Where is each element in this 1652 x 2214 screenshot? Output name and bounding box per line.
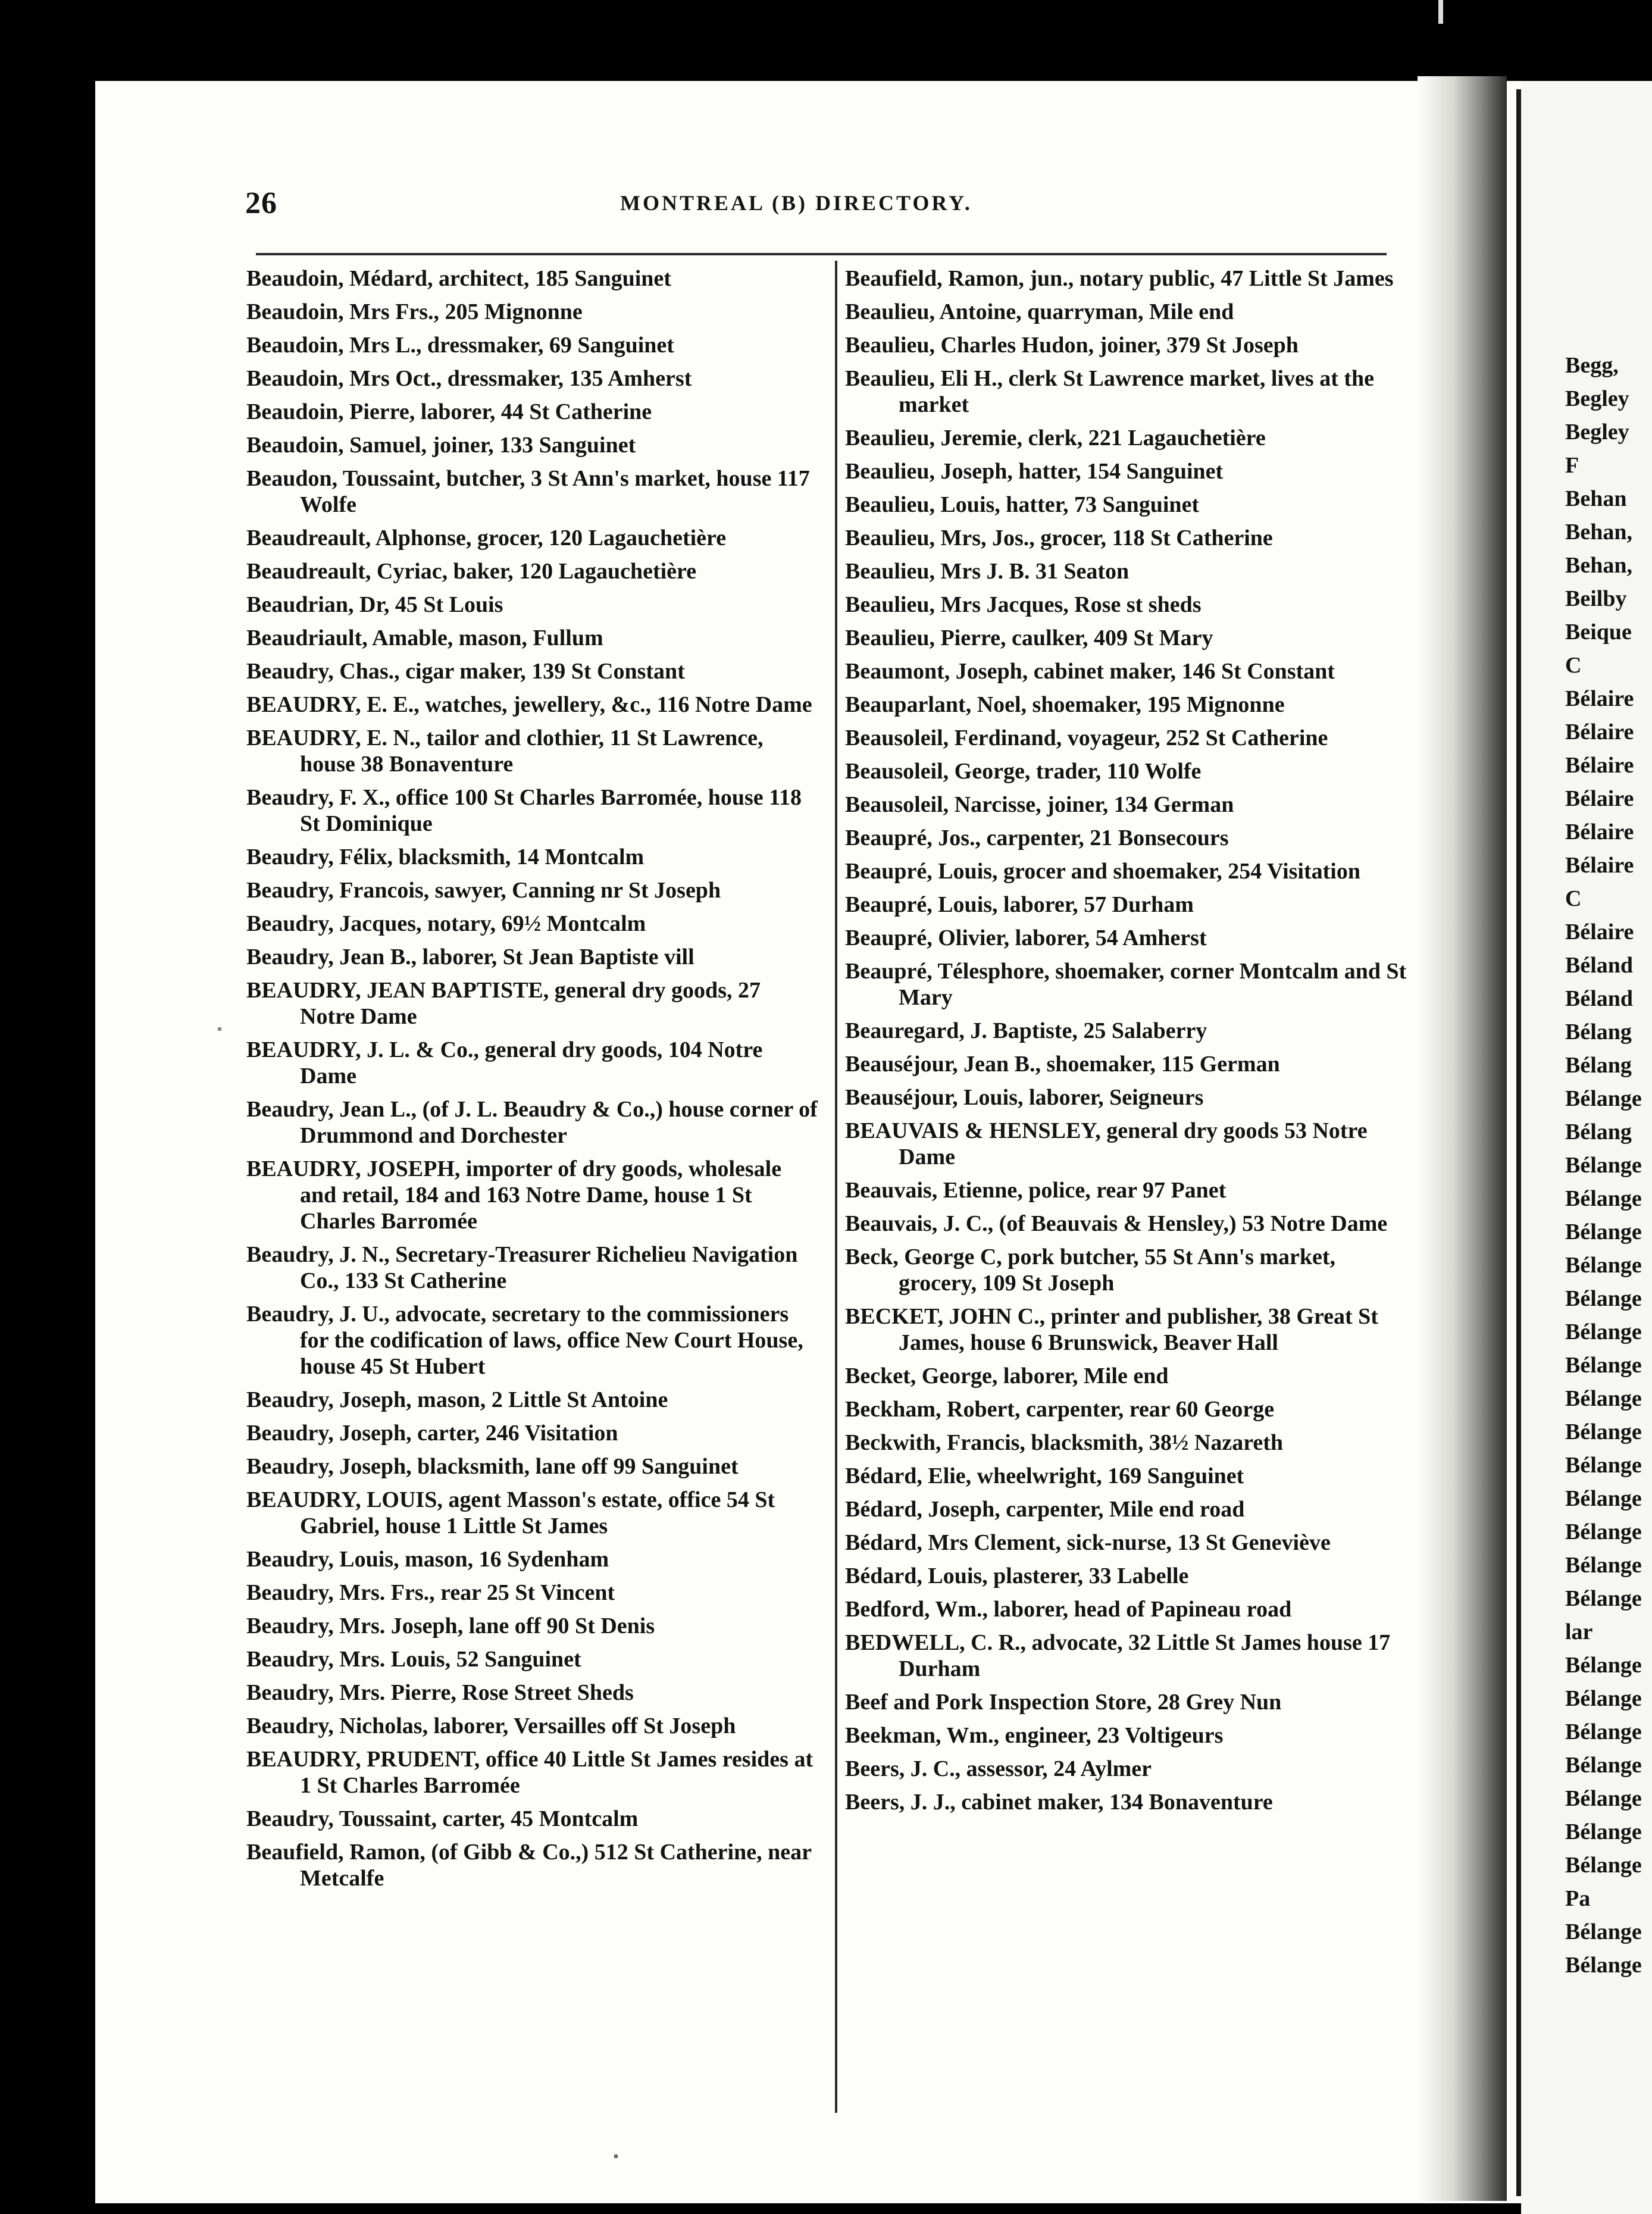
- directory-entry: BEAUDRY, E. N., tailor and clothier, 11 St Lawrence, house 38 Bonaventure: [246, 726, 764, 777]
- adjacent-entry-fragment: Bélange: [1565, 1253, 1642, 1278]
- directory-entry: Beaudry, J. N., Secretary-Treasurer Richelieu Navigation Co., 133 St Catherine: [246, 1242, 798, 1293]
- directory-entry: Beaudry, Mrs. Louis, 52 Sanguinet: [246, 1647, 581, 1672]
- adjacent-entry-fragment: Bélaire: [1565, 686, 1634, 711]
- adjacent-entry-fragment: Pa: [1565, 1886, 1591, 1911]
- adjacent-entry-fragment: Bélange: [1565, 1186, 1642, 1211]
- adjacent-entry-fragment: C: [1565, 653, 1582, 678]
- adjacent-entry-fragment: Bélange: [1565, 1819, 1642, 1844]
- directory-entry: BEAUDRY, JEAN BAPTISTE, general dry goods, 27 Notre Dame: [246, 978, 761, 1029]
- directory-entry: Beauparlant, Noel, shoemaker, 195 Mignonne: [845, 692, 1285, 717]
- adjacent-entry-fragment: Bélang: [1565, 1053, 1632, 1078]
- adjacent-entry-fragment: Bélange: [1565, 1753, 1642, 1778]
- directory-entry: Bédard, Louis, plasterer, 33 Labelle: [845, 1563, 1189, 1588]
- directory-entry: Beaudoin, Mrs Oct., dressmaker, 135 Amherst: [246, 366, 692, 391]
- directory-entry: BEAUDRY, PRUDENT, office 40 Little St James resides at 1 St Charles Barromée: [246, 1747, 814, 1798]
- directory-entry: Beaudry, Joseph, carter, 246 Visitation: [246, 1421, 618, 1446]
- directory-entry: Beaupré, Télesphore, shoemaker, corner Montcalm and St Mary: [845, 959, 1407, 1010]
- directory-entry: Beauvais, J. C., (of Beauvais & Hensley,) 53 Notre Dame: [845, 1211, 1388, 1236]
- adjacent-entry-fragment: Bélange: [1565, 1419, 1642, 1444]
- directory-entry: Beckwith, Francis, blacksmith, 38½ Nazareth: [845, 1430, 1284, 1455]
- directory-entry: BEAUVAIS & HENSLEY, general dry goods 53 Notre Dame: [845, 1118, 1368, 1169]
- directory-entry: Bédard, Elie, wheelwright, 169 Sanguinet: [845, 1464, 1244, 1488]
- adjacent-entry-fragment: Bélaire: [1565, 853, 1634, 878]
- adjacent-entry-fragment: Beilby: [1565, 586, 1627, 611]
- directory-entry: Beaudoin, Samuel, joiner, 133 Sanguinet: [246, 433, 636, 458]
- directory-entry: Beauvais, Etienne, police, rear 97 Panet: [845, 1178, 1227, 1203]
- speck: [218, 1027, 221, 1031]
- directory-entry: BEAUDRY, JOSEPH, importer of dry goods, wholesale and retail, 184 and 163 Notre Dame, house 1 St Charles Barromée: [246, 1156, 782, 1234]
- adjacent-entry-fragment: Bélange: [1565, 1686, 1642, 1711]
- directory-entry: BECKET, JOHN C., printer and publisher, 38 Great St James, house 6 Brunswick, Beaver Hall: [845, 1304, 1378, 1355]
- adjacent-entry-fragment: Bélange: [1565, 1319, 1642, 1344]
- directory-entry: BEAUDRY, E. E., watches, jewellery, &c., 116 Notre Dame: [246, 692, 812, 717]
- directory-entry: Beaudry, Toussaint, carter, 45 Montcalm: [246, 1806, 639, 1831]
- adjacent-entry-fragment: Bélaire: [1565, 786, 1634, 811]
- left-column: [246, 265, 820, 1899]
- adjacent-entry-fragment: Bélange: [1565, 1153, 1642, 1178]
- directory-entry: BEAUDRY, LOUIS, agent Masson's estate, office 54 St Gabriel, house 1 Little St James: [246, 1487, 775, 1538]
- adjacent-entry-fragment: Bélange: [1565, 1853, 1642, 1878]
- directory-entry: Beaudry, Jacques, notary, 69½ Montcalm: [246, 911, 646, 936]
- adjacent-entry-fragment: Bélang: [1565, 1020, 1632, 1045]
- adjacent-entry-fragment: C: [1565, 886, 1582, 911]
- speck: [614, 2154, 618, 2158]
- directory-entry: Beaumont, Joseph, cabinet maker, 146 St Constant: [845, 659, 1335, 684]
- directory-entry: Beaudry, Joseph, blacksmith, lane off 99 Sanguinet: [246, 1454, 739, 1479]
- directory-entry: Beaudoin, Pierre, laborer, 44 St Catherine: [246, 399, 652, 424]
- directory-entry: Beauregard, J. Baptiste, 25 Salaberry: [845, 1018, 1207, 1043]
- directory-entry: Beaudry, Nicholas, laborer, Versailles off St Joseph: [246, 1713, 736, 1738]
- directory-entry: Beaudry, Joseph, mason, 2 Little St Antoine: [246, 1387, 668, 1412]
- adjacent-entry-fragment: Begley: [1565, 420, 1629, 445]
- directory-entry: Beaudry, Louis, mason, 16 Sydenham: [246, 1547, 609, 1572]
- adjacent-entry-fragment: Bélaire: [1565, 820, 1634, 845]
- directory-entry: Bédard, Mrs Clement, sick-nurse, 13 St Geneviève: [845, 1530, 1331, 1555]
- adjacent-entry-fragment: Bélange: [1565, 1353, 1642, 1378]
- directory-entry: Beaudoin, Mrs L., dressmaker, 69 Sanguinet: [246, 333, 674, 358]
- right-column: [845, 265, 1419, 1822]
- directory-entry: BEDWELL, C. R., advocate, 32 Little St James house 17 Durham: [845, 1630, 1391, 1681]
- adjacent-page-text: [1565, 352, 1642, 1985]
- adjacent-entry-fragment: Bélange: [1565, 1719, 1642, 1744]
- directory-entry: Beaudry, Mrs. Frs., rear 25 St Vincent: [246, 1580, 615, 1605]
- page-number: 26: [245, 186, 277, 220]
- directory-entry: Beaulieu, Jeremie, clerk, 221 Lagauchetière: [845, 426, 1266, 451]
- adjacent-entry-fragment: Begg,: [1565, 353, 1619, 378]
- directory-entry: Beauséjour, Jean B., shoemaker, 115 German: [845, 1052, 1280, 1077]
- adjacent-entry-fragment: Bélaire: [1565, 753, 1634, 778]
- adjacent-entry-fragment: Bélange: [1565, 1286, 1642, 1311]
- adjacent-entry-fragment: Bélange: [1565, 1519, 1642, 1544]
- adjacent-entry-fragment: Bélange: [1565, 1586, 1642, 1611]
- header-rule: [256, 253, 1387, 255]
- adjacent-entry-fragment: Beique: [1565, 620, 1632, 645]
- adjacent-entry-fragment: Béland: [1565, 953, 1634, 978]
- directory-entry: Beaudreault, Cyriac, baker, 120 Lagauchetière: [246, 559, 697, 584]
- directory-entry: Beckham, Robert, carpenter, rear 60 George: [845, 1397, 1275, 1422]
- running-title: MONTREAL (B) DIRECTORY.: [620, 191, 972, 215]
- directory-entry: Beaudry, Jean B., laborer, St Jean Baptiste vill: [246, 945, 694, 970]
- directory-entry: Beaudry, Mrs. Pierre, Rose Street Sheds: [246, 1680, 634, 1705]
- directory-entry: Beaulieu, Eli H., clerk St Lawrence market, lives at the market: [845, 366, 1375, 417]
- directory-entry: Beaudry, J. U., advocate, secretary to the commissioners for the codification of laws, office New Court House, house 45 St Hubert: [246, 1302, 803, 1379]
- directory-entry: Beaudry, Jean L., (of J. L. Beaudry & Co.,) house corner of Drummond and Dorchester: [246, 1097, 818, 1148]
- directory-entry: Beaulieu, Mrs, Jos., grocer, 118 St Catherine: [845, 526, 1273, 551]
- page-gutter-shadow: [1418, 76, 1507, 2201]
- directory-entry: Beaudry, Mrs. Joseph, lane off 90 St Denis: [246, 1613, 655, 1638]
- directory-entry: Beef and Pork Inspection Store, 28 Grey Nun: [845, 1690, 1282, 1715]
- adjacent-entry-fragment: Begley: [1565, 386, 1629, 411]
- adjacent-entry-fragment: Bélange: [1565, 1453, 1642, 1478]
- directory-entry: Beaudoin, Médard, architect, 185 Sanguinet: [246, 266, 671, 291]
- directory-entry: Beaudry, Félix, blacksmith, 14 Montcalm: [246, 845, 644, 870]
- adjacent-entry-fragment: Bélange: [1565, 1653, 1642, 1678]
- adjacent-entry-fragment: lar: [1565, 1619, 1593, 1644]
- directory-entry: Beers, J. J., cabinet maker, 134 Bonaventure: [845, 1790, 1273, 1815]
- adjacent-entry-fragment: Béland: [1565, 986, 1634, 1011]
- directory-entry: Beaudoin, Mrs Frs., 205 Mignonne: [246, 299, 583, 324]
- adjacent-entry-fragment: Bélange: [1565, 1086, 1642, 1111]
- directory-entry: Beekman, Wm., engineer, 23 Voltigeurs: [845, 1723, 1224, 1748]
- adjacent-entry-fragment: Bélange: [1565, 1553, 1642, 1578]
- directory-entry: Beaupré, Louis, grocer and shoemaker, 254 Visitation: [845, 859, 1360, 884]
- column-divider: [835, 261, 837, 2113]
- directory-entry: Beaulieu, Charles Hudon, joiner, 379 St Joseph: [845, 333, 1299, 358]
- directory-entry: Beaulieu, Louis, hatter, 73 Sanguinet: [845, 492, 1200, 517]
- directory-entry: Beaufield, Ramon, (of Gibb & Co.,) 512 St Catherine, near Metcalfe: [246, 1840, 812, 1891]
- directory-entry: Beausoleil, Narcisse, joiner, 134 German: [845, 792, 1234, 817]
- speck: [1438, 0, 1443, 24]
- directory-entry: Beaudry, Francois, sawyer, Canning nr St Joseph: [246, 878, 721, 903]
- adjacent-entry-fragment: Behan,: [1565, 520, 1632, 545]
- adjacent-entry-fragment: Bélange: [1565, 1486, 1642, 1511]
- adjacent-entry-fragment: Bélange: [1565, 1386, 1642, 1411]
- adjacent-entry-fragment: Bélange: [1565, 1953, 1642, 1978]
- adjacent-entry-fragment: Behan: [1565, 486, 1627, 511]
- directory-entry: Beaudon, Toussaint, butcher, 3 St Ann's market, house 117 Wolfe: [246, 466, 810, 517]
- adjacent-page-fragment: [1521, 81, 1652, 2214]
- directory-entry: Beers, J. C., assessor, 24 Aylmer: [845, 1756, 1152, 1781]
- directory-entry: Beaudrian, Dr, 45 St Louis: [246, 592, 503, 617]
- adjacent-entry-fragment: Bélaire: [1565, 720, 1634, 745]
- directory-entry: Beaudreault, Alphonse, grocer, 120 Lagauchetière: [246, 526, 727, 551]
- directory-entry: Beaulieu, Joseph, hatter, 154 Sanguinet: [845, 459, 1224, 484]
- directory-entry: Beaudry, F. X., office 100 St Charles Barromée, house 118 St Dominique: [246, 785, 802, 836]
- adjacent-entry-fragment: Bélang: [1565, 1119, 1632, 1144]
- directory-entry: Beaupré, Olivier, laborer, 54 Amherst: [845, 925, 1207, 950]
- directory-entry: Beaulieu, Mrs Jacques, Rose st sheds: [845, 592, 1202, 617]
- page-header: [245, 179, 1388, 226]
- directory-entry: Beaulieu, Antoine, quarryman, Mile end: [845, 299, 1234, 324]
- directory-entry: Beausoleil, George, trader, 110 Wolfe: [845, 759, 1202, 784]
- adjacent-entry-fragment: Behan,: [1565, 553, 1632, 578]
- directory-entry: Beaupré, Jos., carpenter, 21 Bonsecours: [845, 825, 1229, 850]
- adjacent-entry-fragment: F: [1565, 453, 1579, 478]
- directory-entry: Becket, George, laborer, Mile end: [845, 1364, 1169, 1389]
- directory-entry: Beauséjour, Louis, laborer, Seigneurs: [845, 1085, 1204, 1110]
- directory-entry: Beaudriault, Amable, mason, Fullum: [246, 626, 603, 651]
- adjacent-entry-fragment: Bélange: [1565, 1786, 1642, 1811]
- directory-entry: Beaulieu, Pierre, caulker, 409 St Mary: [845, 626, 1213, 651]
- adjacent-entry-fragment: Bélaire: [1565, 920, 1634, 945]
- directory-entry: Beausoleil, Ferdinand, voyageur, 252 St Catherine: [845, 726, 1328, 750]
- directory-entry: Bédard, Joseph, carpenter, Mile end road: [845, 1497, 1245, 1522]
- directory-entry: Bedford, Wm., laborer, head of Papineau road: [845, 1597, 1292, 1622]
- adjacent-entry-fragment: Bélange: [1565, 1219, 1642, 1244]
- directory-entry: Beaupré, Louis, laborer, 57 Durham: [845, 892, 1194, 917]
- directory-entry: Beaudry, Chas., cigar maker, 139 St Constant: [246, 659, 685, 684]
- adjacent-entry-fragment: Bélange: [1565, 1919, 1642, 1944]
- directory-entry: BEAUDRY, J. L. & Co., general dry goods, 104 Notre Dame: [246, 1037, 763, 1089]
- directory-entry: Beaufield, Ramon, jun., notary public, 47 Little St James: [845, 266, 1394, 291]
- directory-entry: Beck, George C, pork butcher, 55 St Ann's market, grocery, 109 St Joseph: [845, 1244, 1336, 1296]
- directory-entry: Beaulieu, Mrs J. B. 31 Seaton: [845, 559, 1130, 584]
